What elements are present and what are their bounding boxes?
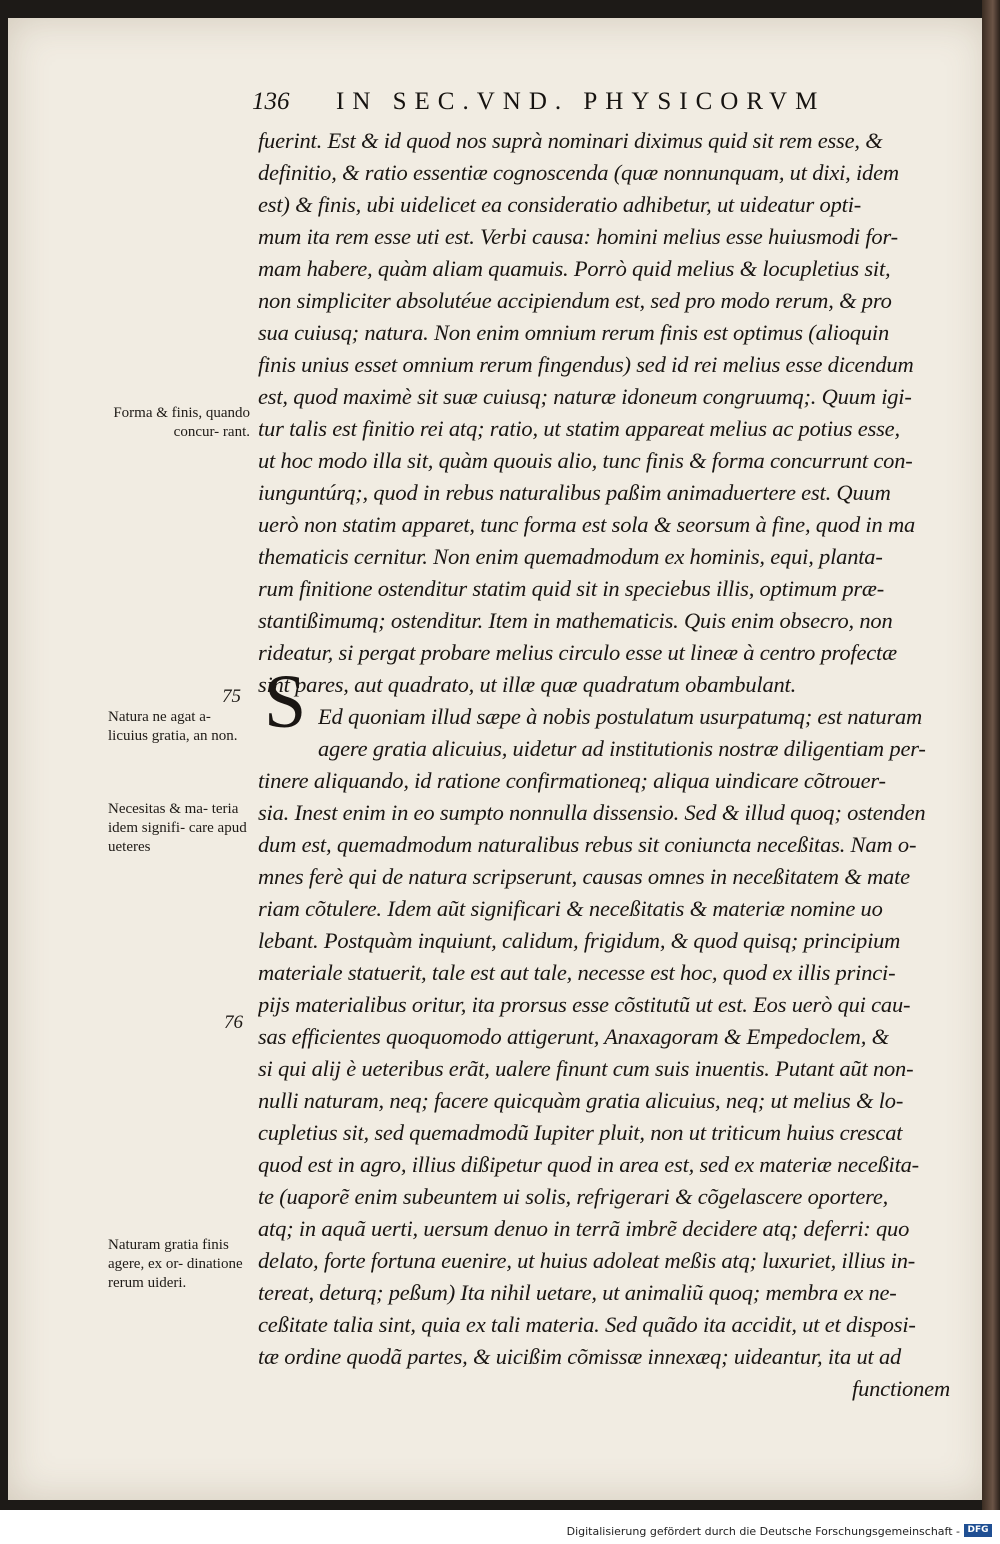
text-line: quod est in agro, illius dißipetur quod in area est, sed ex materiæ neceßita-: [258, 1152, 919, 1177]
text-line: materiale statuerit, tale est aut tale, necesse est hoc, quod ex illis princi-: [258, 960, 896, 985]
text-line: est, quod maximè sit suæ cuiusq; naturæ idoneum congruumq;. Quum igi-: [258, 384, 912, 409]
text-line: ceßitate talia sint, quia ex tali materia. Sed quãdo ita accidit, ut et disposi-: [258, 1312, 916, 1337]
page-number: 136: [252, 88, 290, 115]
text-line: mum ita rem esse uti est. Verbi causa: homini melius esse huiusmodi for-: [258, 224, 898, 249]
text-line: Ed quoniam illud sæpe à nobis postulatum usurpatumq; est naturam: [318, 704, 923, 729]
margin-note: Forma & finis, quando concur- rant.: [113, 405, 250, 440]
margin-note: Naturam gratia finis agere, ex or- dinatione rerum uideri.: [108, 1237, 243, 1291]
text-line: sint pares, aut quadrato, ut illæ quæ quadratum obambulant.: [258, 672, 797, 697]
text-line: mam habere, quàm aliam quamuis. Porrò quid melius & locupletius sit,: [258, 256, 891, 281]
text-line: riam cõtulere. Idem aũt significari & neceßitatis & materiæ nomine uo: [258, 896, 883, 921]
text-line: si qui alij è ueteribus erãt, ualere finunt cum suis inuentis. Putant aũt non-: [258, 1056, 914, 1081]
text-line: stantißimumq; ostenditur. Item in mathematicis. Quis enim obsecro, non: [258, 608, 893, 633]
text-line: atq; in aquã uerti, uersum denuo in terrã imbrẽ decidere atq; deferri: quo: [258, 1216, 910, 1241]
text-line: sua cuiusq; natura. Non enim omnium rerum finis est optimus (alioquin: [258, 320, 889, 345]
text-line: tur talis est finitio rei atq; ratio, ut statim appareat melius ac potius esse,: [258, 416, 900, 441]
margin-note: Natura ne agat a- licuius gratia, an non.: [108, 709, 238, 744]
text-line: tinere aliquando, id ratione confirmationeq; aliqua uindicare cõtrouer-: [258, 768, 886, 793]
text-line: definitio, & ratio essentiæ cognoscenda (quæ nonnunquam, ut dixi, idem: [258, 160, 899, 185]
drop-cap-initial: S: [264, 660, 307, 744]
line-number: 76: [224, 1012, 243, 1033]
text-line: iunguntúrq;, quod in rebus naturalibus paßim animaduertere est. Quum: [258, 480, 891, 505]
text-line: cupletius sit, sed quemadmodũ Iupiter pluit, non ut triticum huius crescat: [258, 1120, 903, 1145]
running-title: IN SEC.VND. PHYSICORVM: [336, 88, 826, 115]
text-line: rum finitione ostenditur statim quid sit in speciebus illis, optimum præ-: [258, 576, 885, 601]
text-line: finis unius esset omnium rerum fingendus) sed id rei melius esse dicendum: [258, 352, 914, 377]
text-line: non simpliciter absolutéue accipiendum est, sed pro modo rerum, & pro: [258, 288, 892, 313]
text-line: delato, forte fortuna euenire, ut huius adoleat meßis atq; luxuriet, illius in-: [258, 1248, 916, 1273]
text-line: nulli naturam, neq; facere quicquàm gratia alicuius, neq; ut melius & lo-: [258, 1088, 904, 1113]
digitization-credit: Digitalisierung gefördert durch die Deutsche Forschungsgemeinschaft -: [566, 1525, 960, 1538]
text-line: fuerint. Est & id quod nos suprà nominari diximus quid sit rem esse, &: [258, 128, 883, 153]
text-line: agere gratia alicuius, uidetur ad institutionis nostræ diligentiam per-: [318, 736, 926, 761]
text-line: est) & finis, ubi uidelicet ea consideratio adhibetur, ut uideatur opti-: [258, 192, 862, 217]
text-line: rideatur, si pergat probare melius circulo esse ut lineæ à centro profectæ: [258, 640, 897, 665]
text-line: lebant. Postquàm inquiunt, calidum, frigidum, & quod quisq; principium: [258, 928, 901, 953]
text-line: mnes ferè qui de natura scripserunt, causas omnes in neceßitatem & mate: [258, 864, 910, 889]
dfg-logo: DFG: [964, 1524, 992, 1537]
catchword: functionem: [852, 1376, 950, 1401]
text-line: te (uaporẽ enim subeuntem ui solis, refrigerari & cõgelascere oportere,: [258, 1184, 889, 1209]
text-line: sia. Inest enim in eo sumpto nonnulla dissensio. Sed & illud quoq; ostenden: [258, 800, 926, 825]
text-line: thematicis cernitur. Non enim quemadmodum ex hominis, equi, planta-: [258, 544, 883, 569]
text-line: tereat, deturq; peßum) Ita nihil uetare, ut animaliũ quoq; membra ex ne-: [258, 1280, 897, 1305]
text-line: tæ ordine quodã partes, & uicißim cõmissæ innexæq; uideantur, ita ut ad: [258, 1344, 902, 1369]
line-number: 75: [222, 686, 241, 707]
text-line: dum est, quemadmodum naturalibus rebus sit coniuncta neceßitas. Nam o-: [258, 832, 917, 857]
text-line: sas efficientes quoquomodo attigerunt, Anaxagoram & Empedoclem, &: [258, 1024, 889, 1049]
margin-note: Necesitas & ma- teria idem signifi- care apud ueteres: [108, 801, 247, 855]
text-line: ut hoc modo illa sit, quàm quouis alio, tunc finis & forma concurrunt con-: [258, 448, 913, 473]
text-line: uerò non statim apparet, tunc forma est sola & seorsum à fine, quod in ma: [258, 512, 916, 537]
text-line: pijs materialibus oritur, ita prorsus esse cõstitutũ ut est. Eos uerò qui cau-: [258, 992, 911, 1017]
